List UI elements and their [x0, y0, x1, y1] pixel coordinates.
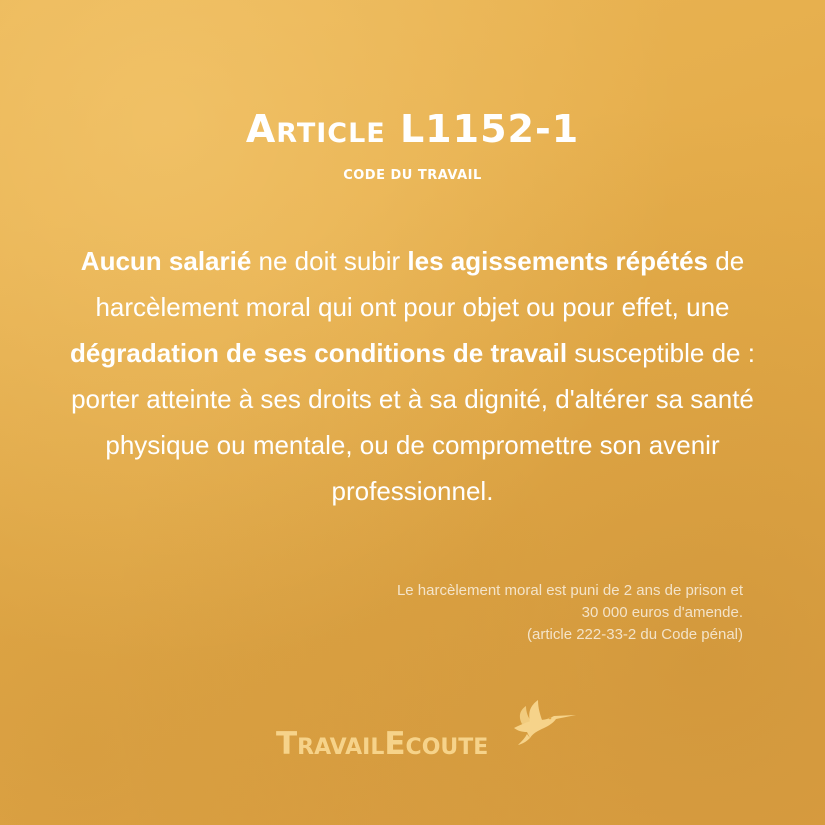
article-text-bold-1: Aucun salarié — [80, 246, 252, 276]
article-text-part-2: ne doit subir — [251, 246, 408, 276]
penalty-note-line-1: Le harcèlement moral est puni de 2 ans de prison et — [396, 582, 743, 599]
penalty-note — [300, 580, 743, 646]
article-source: CODE DU TRAVAIL — [343, 168, 482, 183]
article-text — [70, 238, 755, 514]
article-text-part-4: de harcèlement moral qui ont pour objet ou pour effet, une — [95, 246, 745, 322]
article-title: Article L1152-1 — [245, 107, 580, 151]
article-text-bold-2: les agissements répétés — [407, 246, 709, 276]
brand-logo — [270, 698, 590, 778]
penalty-note-line-3: (article 222-33-2 du Code pénal) — [527, 626, 743, 643]
brand-name: TravailEcoute — [276, 726, 489, 762]
article-text-bold-3: dégradation de ses conditions de travail — [70, 338, 568, 368]
article-text-part-6: susceptible de : porter atteinte à ses droits et à sa dignité, d'altérer sa santé physique ou mentale, ou de compromettre son avenir professionnel. — [71, 338, 755, 506]
hummingbird-icon — [500, 698, 580, 748]
penalty-note-line-2: 30 000 euros d'amende. — [581, 604, 743, 621]
